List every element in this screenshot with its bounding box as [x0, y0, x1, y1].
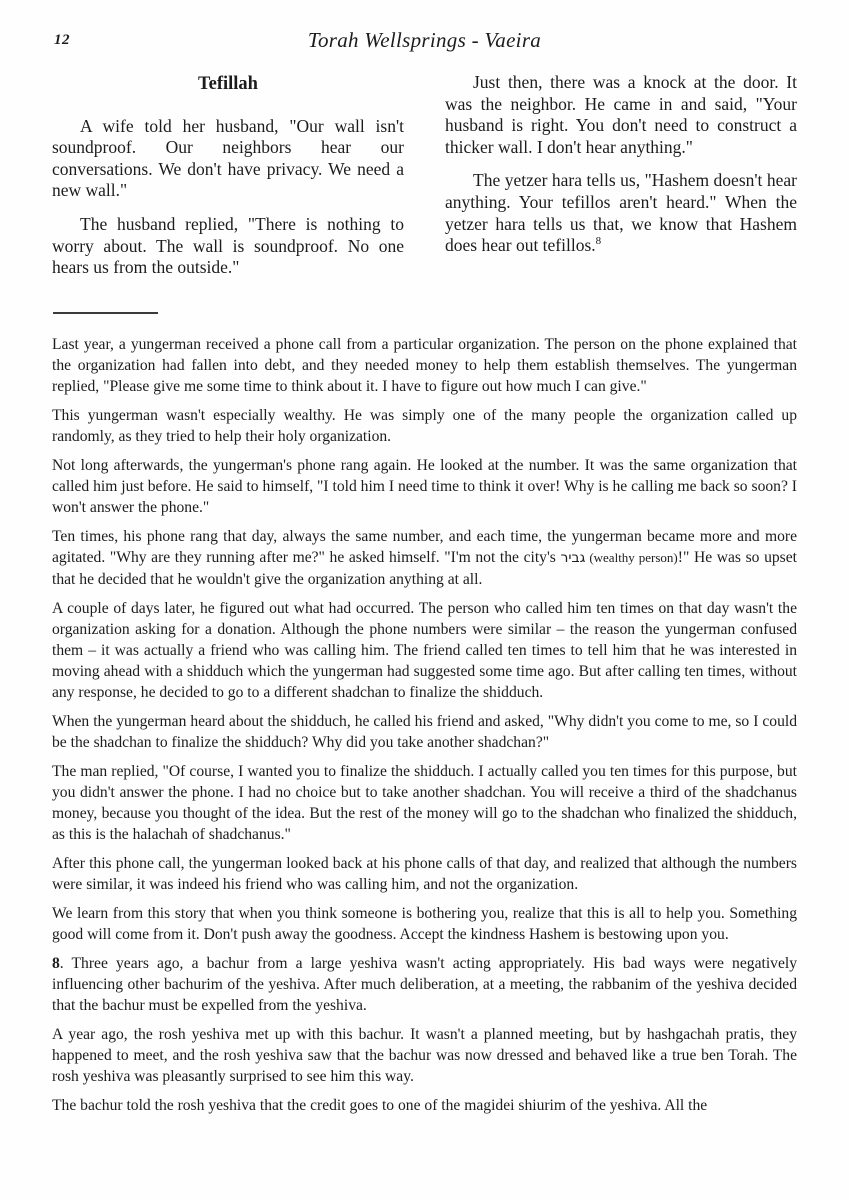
footnote-paragraph: After this phone call, the yungerman looked back at his phone calls of that day, and realized that although the numbers were similar, it was indeed his friend who was calling him, and not the organization. — [52, 854, 797, 893]
footnote-paragraph: Not long afterwards, the yungerman's phone rang again. He looked at the number. It was the same organization that called him just before. He said to himself, "I told him I need time to think it over! Why is he calling me back so soon? I won't answer the phone." — [52, 456, 797, 516]
header-title: Torah Wellsprings - Vaeira — [307, 28, 542, 52]
body-paragraph: The husband replied, "There is nothing to worry about. The wall is soundproof. No one hears us from the outside." — [52, 213, 404, 278]
main-columns — [52, 72, 797, 279]
footnote-paragraph: The bachur told the rosh yeshiva that the credit goes to one of the magidei shiurim of the yeshiva. All the — [52, 1096, 708, 1114]
footnotes-section — [52, 334, 797, 1116]
footnote-paragraph: This yungerman wasn't especially wealthy. He was simply one of the many people the organization called up randomly, as they tried to help their holy organization. — [52, 406, 797, 445]
footnote-paragraph: When the yungerman heard about the shidduch, he called his friend and asked, "Why didn't you come to me, so I could be the shadchan to finalize the shidduch? Why did you take another shadchan?" — [52, 712, 797, 751]
footnote-divider — [53, 312, 158, 314]
page-header — [52, 28, 797, 58]
footnote-paragraph: A couple of days later, he figured out what had occurred. The person who called him ten times on that day wasn't the organization asking for a donation. Although the phone numbers were similar – the reason the yungerman confused them – it was actually a friend who was calling him. The friend called ten times to tell him that he was interested in moving ahead with a shidduch which the yungerman had suggested some time ago. But after calling ten times, without any response, he decided to go to a different shadchan to finalize the shidduch. — [52, 599, 797, 701]
footnote-paragraph — [52, 526, 797, 590]
footnote-reference: 8 — [595, 235, 602, 248]
paragraph-text: . Three years ago, a bachur from a large yeshiva wasn't acting appropriately. His bad ways were negatively influencing other bachurim of the yeshiva. After much deliberation, at a meeting, the rabbanim of the yeshiva decided that the bachur must be expelled from the yeshiva. — [52, 954, 797, 1014]
footnote-paragraph: The man replied, "Of course, I wanted you to finalize the shidduch. I actually called you ten times for this purpose, but you didn't answer the phone. I had no choice but to take another shadchan. You will receive a third of the shadchanus money, because you thought of the idea. But the rest of the money will go to the shadchan who finalized the shidduch, as this is the halachah of shadchanus." — [52, 762, 797, 843]
footnote-paragraph — [52, 953, 797, 1016]
body-paragraph: Just then, there was a knock at the door. It was the neighbor. He came in and said, "Your husband is right. You don't need to construct a thicker wall. I don't hear anything." — [445, 72, 797, 157]
footnote-paragraph: A year ago, the rosh yeshiva met up with this bachur. It wasn't a planned meeting, but by hashgachah pratis, they happened to meet, and the rosh yeshiva saw that the bachur was now dressed and behaved like a true ben Torah. The rosh yeshiva was pleasantly surprised to see him this way. — [52, 1025, 797, 1085]
footnote-paragraph: Last year, a yungerman received a phone call from a particular organization. The person on the phone explained that the organization had fallen into debt, and they needed money to help them establish themselves. The yungerman replied, "Please give me some time to think about it. I have to figure out how much I can give." — [52, 335, 797, 395]
translation-note: (wealthy person) — [585, 549, 678, 565]
paragraph-text: !" He was so upset that he decided that he wouldn't give the organization anything at all. — [52, 548, 797, 588]
paragraph-text: The yetzer hara tells us, "Hashem doesn't hear anything. Your tefillos aren't heard." When the yetzer hara tells us that, we know that Hashem does hear out tefillos. — [445, 170, 797, 256]
right-column — [445, 72, 797, 279]
body-paragraph — [445, 170, 797, 256]
hebrew-term: גביר — [560, 549, 586, 566]
footnote-paragraph: We learn from this story that when you think someone is bothering you, realize that this is all to help you. Something good will come from it. Don't push away the goodness. Accept the kindness Hashem is bestowing upon you. — [52, 904, 797, 943]
footnote-number: 8 — [52, 954, 60, 972]
body-paragraph: A wife told her husband, "Our wall isn't soundproof. Our neighbors hear our conversations. We don't have privacy. We need a new wall." — [52, 115, 404, 201]
section-heading-tefillah: Tefillah — [198, 74, 258, 94]
page-number: 12 — [54, 32, 70, 48]
left-column — [52, 72, 404, 279]
paragraph-text: Ten times, his phone rang that day, always the same number, and each time, the yungerman became more and more agitated. "Why are they running after me?" he asked himself. "I'm not the city's — [52, 527, 797, 566]
